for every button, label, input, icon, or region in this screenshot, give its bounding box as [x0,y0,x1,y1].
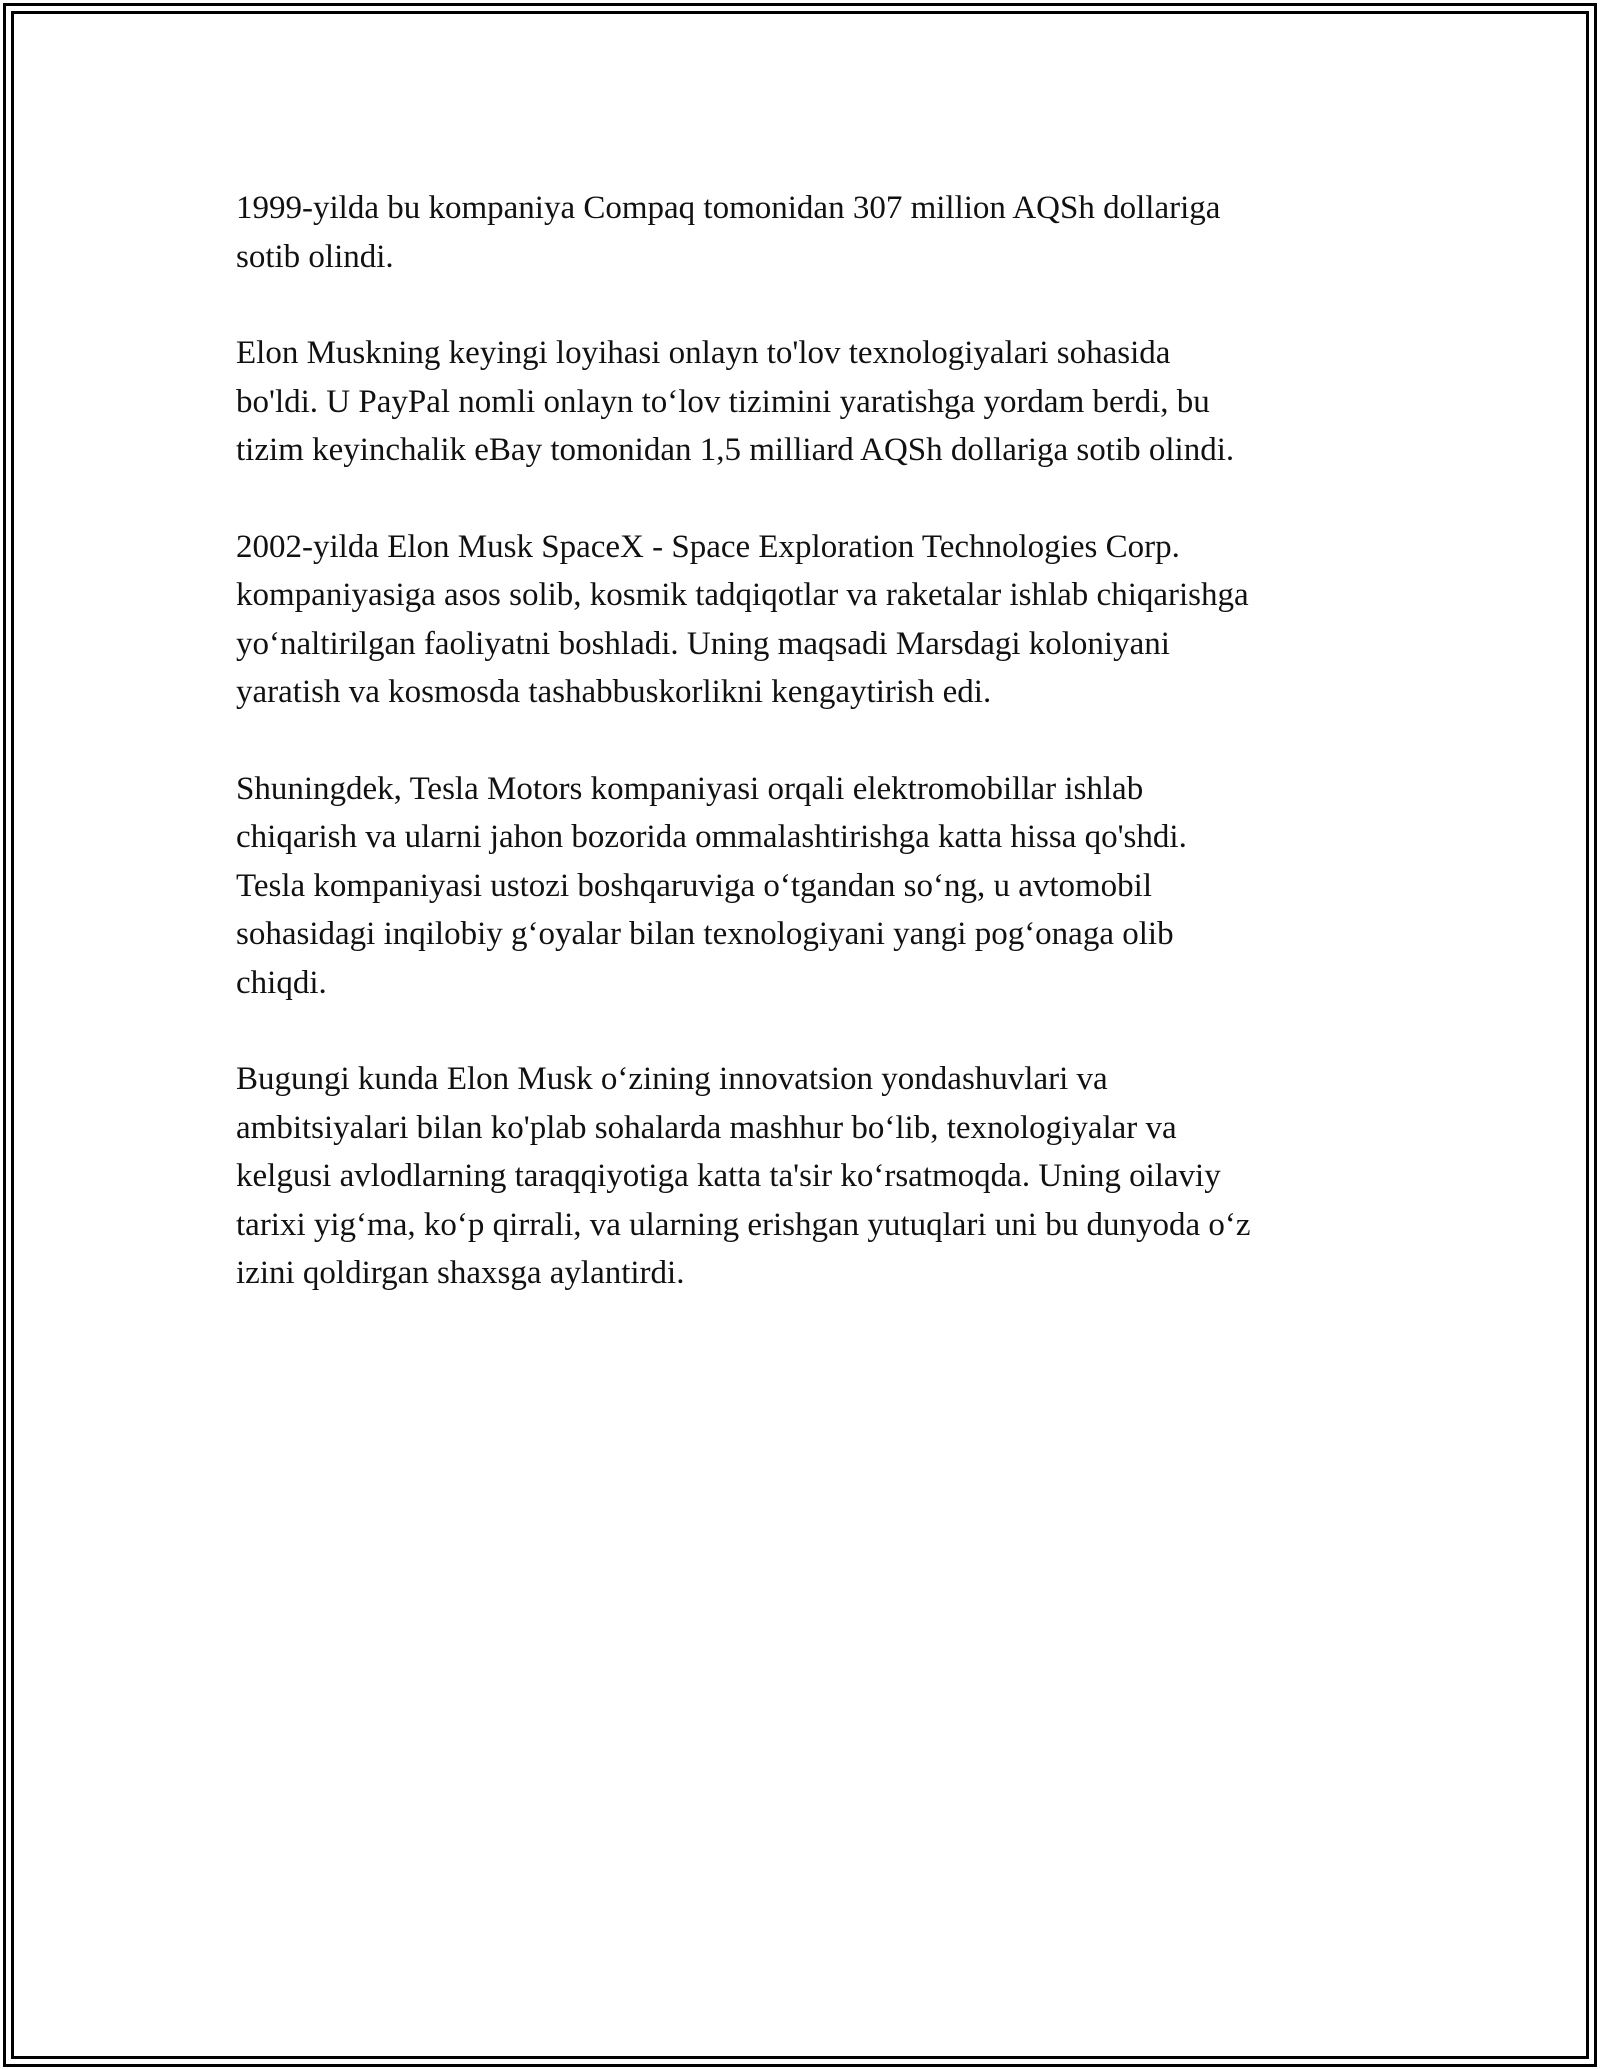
paragraph-paypal: Elon Muskning keyingi loyihasi onlayn to'lov texnologiyalari sohasida bo'ldi. U PayPal nomli onlayn to‘lov tizimini yaratishga yordam berdi, bu tizim keyinchalik eBay tomonidan 1,5 milliard AQSh dollariga sotib olindi. [236,335,1235,468]
document-body [236,184,1396,1346]
paragraph-today: Bugungi kunda Elon Musk o‘zining innovatsion yondashuvlari va ambitsiyalari bilan ko'plab sohalarda mashhur bo‘lib, texnologiyalar va kelgusi avlodlarning taraqqiyotiga katta ta'sir ko‘rsatmoqda. Uning oilaviy tarixi yig‘ma, ko‘p qirrali, va ularning erishgan yutuqlari uni bu dunyoda o‘z izini qoldirgan shaxsga aylantirdi. [236,1061,1251,1291]
paragraph-compaq: 1999-yilda bu kompaniya Compaq tomonidan 307 million AQSh dollariga sotib olindi. [236,190,1221,275]
paragraph-tesla: Shuningdek, Tesla Motors kompaniyasi orqali elektromobillar ishlab chiqarish va ularni jahon bozorida ommalashtirishga katta hissa qo'shdi. Tesla kompaniyasi ustozi boshqaruviga o‘tgandan so‘ng, u avtomobil sohasidagi inqilobiy g‘oyalar bilan texnologiyani yangi pog‘onaga olib chiqdi. [236,770,1187,1001]
paragraph-spacex: 2002-yilda Elon Musk SpaceX - Space Exploration Technologies Corp. kompaniyasiga asos solib, kosmik tadqiqotlar va raketalar ishlab chiqarishga yo‘naltirilgan faoliyatni boshladi. Uning maqsadi Marsdagi koloniyani yaratish va kosmosda tashabbuskorlikni kengaytirish edi. [236,528,1249,710]
